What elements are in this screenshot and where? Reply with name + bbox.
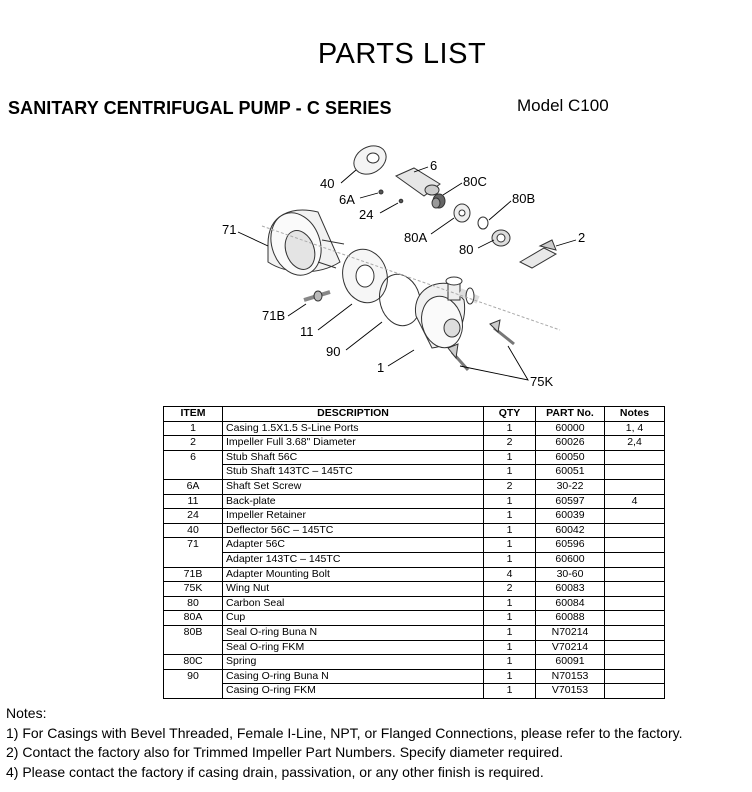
cell-part-no: 60000 (536, 421, 605, 436)
cell-qty: 1 (484, 552, 536, 567)
impeller-retainer-part (399, 199, 403, 203)
callout-2: 2 (578, 230, 586, 245)
cell-item: 90 (164, 669, 223, 698)
note-item: 1) For Casings with Bevel Threaded, Female I-Line, NPT, or Flanged Connections, please refer to the factory. (6, 724, 683, 741)
notes-section (6, 704, 682, 782)
cell-item: 6A (164, 479, 223, 494)
cell-item: 1 (164, 421, 223, 436)
cell-item: 40 (164, 523, 223, 538)
cell-qty: 2 (484, 436, 536, 451)
cell-notes (605, 465, 665, 480)
set-screw-part (379, 190, 383, 194)
header-notes: Notes (605, 407, 665, 422)
cell-qty: 1 (484, 450, 536, 465)
parts-table (163, 406, 665, 699)
cell-description: Impeller Retainer (223, 509, 484, 524)
header-qty: QTY (484, 407, 536, 422)
cell-notes (605, 538, 665, 553)
cell-part-no: 60600 (536, 552, 605, 567)
callout-6: 6 (430, 158, 438, 173)
table-row (164, 567, 665, 582)
callout-75k: 75K (530, 374, 554, 389)
cell-part-no: N70214 (536, 625, 605, 640)
cell-item: 80A (164, 611, 223, 626)
callout-90: 90 (326, 344, 341, 359)
cell-qty: 1 (484, 538, 536, 553)
table-row (164, 655, 665, 670)
table-row (164, 523, 665, 538)
callout-80b: 80B (512, 191, 536, 206)
cell-description: Impeller Full 3.68" Diameter (223, 436, 484, 451)
cell-part-no: 60039 (536, 509, 605, 524)
table-row (164, 479, 665, 494)
table-row (164, 509, 665, 524)
seal-cup-part (454, 204, 470, 222)
seal-oring-part (478, 217, 488, 229)
cell-notes (605, 567, 665, 582)
callout-80: 80 (459, 242, 474, 257)
callout-80a: 80A (404, 230, 428, 245)
cell-description: Adapter Mounting Bolt (223, 567, 484, 582)
cell-part-no: 60084 (536, 596, 605, 611)
cell-part-no: V70153 (536, 684, 605, 699)
cell-part-no: 60051 (536, 465, 605, 480)
adapter-bolt-part (304, 291, 330, 301)
cell-qty: 1 (484, 523, 536, 538)
cell-notes: 2,4 (605, 436, 665, 451)
cell-qty: 1 (484, 465, 536, 480)
cell-description: Seal O-ring FKM (223, 640, 484, 655)
cell-notes (605, 655, 665, 670)
deflector-part (349, 140, 391, 180)
cell-part-no: 30-60 (536, 567, 605, 582)
cell-notes (605, 611, 665, 626)
cell-notes: 1, 4 (605, 421, 665, 436)
table-row (164, 450, 665, 465)
cell-description: Back-plate (223, 494, 484, 509)
cell-description: Casing 1.5X1.5 S-Line Ports (223, 421, 484, 436)
cell-part-no: 60597 (536, 494, 605, 509)
cell-description: Adapter 56C (223, 538, 484, 553)
cell-description: Spring (223, 655, 484, 670)
callout-11: 11 (300, 324, 314, 339)
cell-item: 71 (164, 538, 223, 567)
header-part-no: PART No. (536, 407, 605, 422)
cell-qty: 1 (484, 640, 536, 655)
cell-notes (605, 596, 665, 611)
cell-item: 75K (164, 582, 223, 597)
cell-qty: 1 (484, 596, 536, 611)
callout-40: 40 (320, 176, 335, 191)
cell-description: Stub Shaft 143TC – 145TC (223, 465, 484, 480)
cell-part-no: 60083 (536, 582, 605, 597)
casing-part (415, 277, 478, 352)
cell-item: 80B (164, 625, 223, 654)
cell-description: Adapter 143TC – 145TC (223, 552, 484, 567)
cell-qty: 1 (484, 655, 536, 670)
cell-qty: 1 (484, 494, 536, 509)
cell-description: Wing Nut (223, 582, 484, 597)
callout-71: 71 (222, 222, 237, 237)
cell-notes (605, 479, 665, 494)
callout-6a: 6A (339, 192, 355, 207)
table-row (164, 465, 665, 480)
cell-description: Shaft Set Screw (223, 479, 484, 494)
page-title: PARTS LIST (317, 38, 487, 70)
table-row (164, 582, 665, 597)
cell-description: Seal O-ring Buna N (223, 625, 484, 640)
cell-item: 6 (164, 450, 223, 479)
callout-71b: 71B (262, 308, 286, 323)
pump-series-title: SANITARY CENTRIFUGAL PUMP - C SERIES (8, 98, 392, 118)
cell-qty: 1 (484, 625, 536, 640)
table-row (164, 611, 665, 626)
cell-qty: 1 (484, 669, 536, 684)
cell-qty: 4 (484, 567, 536, 582)
callout-24: 24 (359, 207, 374, 222)
carbon-seal-part (492, 230, 510, 246)
cell-notes (605, 669, 665, 684)
backplate-part (337, 244, 393, 308)
callout-80c: 80C (463, 174, 487, 189)
cell-qty: 1 (484, 684, 536, 699)
cell-part-no: 60088 (536, 611, 605, 626)
cell-part-no: 60050 (536, 450, 605, 465)
cell-part-no: 60091 (536, 655, 605, 670)
cell-notes (605, 625, 665, 640)
cell-part-no: 60042 (536, 523, 605, 538)
table-row (164, 421, 665, 436)
cell-notes (605, 552, 665, 567)
cell-description: Deflector 56C – 145TC (223, 523, 484, 538)
table-row (164, 494, 665, 509)
adapter-part (263, 206, 344, 283)
spring-part (432, 194, 445, 208)
table-row (164, 552, 665, 567)
table-row (164, 538, 665, 553)
cell-notes (605, 523, 665, 538)
callout-1: 1 (377, 360, 385, 375)
table-row (164, 640, 665, 655)
cell-item: 80 (164, 596, 223, 611)
cell-description: Carbon Seal (223, 596, 484, 611)
impeller-part (520, 240, 556, 268)
cell-part-no: V70214 (536, 640, 605, 655)
cell-qty: 2 (484, 582, 536, 597)
cell-part-no: 60026 (536, 436, 605, 451)
cell-description: Casing O-ring FKM (223, 684, 484, 699)
notes-heading: Notes: (6, 705, 47, 721)
cell-qty: 1 (484, 421, 536, 436)
table-row (164, 436, 665, 451)
model-number: Model C100 (517, 96, 609, 115)
cell-item: 71B (164, 567, 223, 582)
cell-notes (605, 509, 665, 524)
cell-item: 80C (164, 655, 223, 670)
cell-qty: 1 (484, 611, 536, 626)
cell-description: Casing O-ring Buna N (223, 669, 484, 684)
cell-part-no: 30-22 (536, 479, 605, 494)
note-item: 4) Please contact the factory if casing drain, passivation, or any other finish is required. (6, 763, 544, 780)
cell-notes (605, 640, 665, 655)
cell-qty: 1 (484, 509, 536, 524)
cell-notes: 4 (605, 494, 665, 509)
cell-part-no: 60596 (536, 538, 605, 553)
note-item: 2) Contact the factory also for Trimmed Impeller Part Numbers. Specify diameter required. (6, 744, 564, 760)
header-description: DESCRIPTION (223, 407, 484, 422)
header-item: ITEM (164, 407, 223, 422)
table-row (164, 684, 665, 699)
cell-description: Cup (223, 611, 484, 626)
cell-part-no: N70153 (536, 669, 605, 684)
table-row (164, 625, 665, 640)
cell-item: 24 (164, 509, 223, 524)
parts-table-header (164, 407, 665, 422)
cell-item: 11 (164, 494, 223, 509)
cell-notes (605, 450, 665, 465)
table-row (164, 669, 665, 684)
cell-description: Stub Shaft 56C (223, 450, 484, 465)
table-row (164, 596, 665, 611)
cell-qty: 2 (484, 479, 536, 494)
cell-item: 2 (164, 436, 223, 451)
cell-notes (605, 582, 665, 597)
cell-notes (605, 684, 665, 699)
